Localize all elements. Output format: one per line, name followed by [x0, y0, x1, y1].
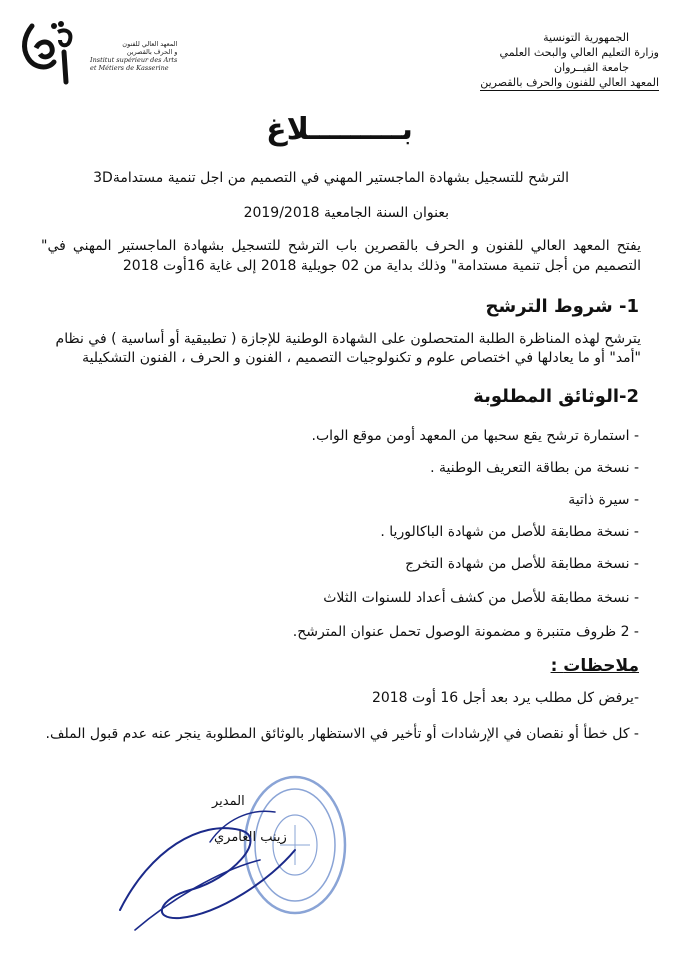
section1-heading: 1- شروط الترشح	[485, 296, 639, 317]
logo-fr-line-2: et Métiers de Kasserine	[90, 64, 169, 72]
section1-body: يترشح لهذه المناظرة الطلبة المتحصلون على الشهادة الوطنية للإجازة ( تطبيقية أو أساسية ) في نظام "أمد" أو ما يعادلها في اختصاص علوم و تكنولوجيات التصميم ، الفنون و الحرف ، الفنون التشكيلية	[55, 331, 641, 366]
logo-ar-line-1: المعهد العالي للفنون	[122, 40, 178, 48]
list-item: - سيرة ذاتية	[568, 492, 639, 508]
handwritten-signature-icon	[90, 790, 310, 940]
header-line-university: جامعة القيــروان	[554, 61, 629, 74]
section2-heading: 2-الوثائق المطلوبة	[473, 386, 639, 407]
notes-heading-colon: :	[550, 656, 564, 676]
note-item: -يرفض كل مطلب يرد بعد أجل 16 أوت 2018	[371, 690, 639, 706]
notes-heading-text: ملاحظات	[563, 656, 639, 676]
list-item: - نسخة مطابقة للأصل من كشف أعداد للسنوات الثلاث	[323, 590, 639, 606]
logo-emblem-icon	[14, 18, 84, 88]
list-item: - نسخة من بطاقة التعريف الوطنية .	[430, 460, 639, 476]
logo-text	[90, 40, 177, 72]
list-item: - 2 ظروف متنبرة و مضمونة الوصول تحمل عنوان المترشح.	[292, 624, 639, 640]
header-line-institute: المعهد العالي للفنون والحرف بالقصرين	[480, 76, 659, 89]
list-item: - نسخة مطابقة للأصل من شهادة التخرج	[405, 556, 639, 572]
note-item: - كل خطأ أو نقصان في الإرشادات أو تأخير في الاستظهار بالوثائق المطلوبة ينجر عنه عدم قبول الملف.	[45, 726, 639, 742]
header-line-ministry: وزارة التعليم العالي والبحث العلمي	[499, 46, 659, 59]
signature-title: المدير	[212, 794, 245, 809]
list-item: - نسخة مطابقة للأصل من شهادة الباكالوريا .	[380, 524, 639, 540]
logo-fr-line-1: Institut supérieur des Arts	[90, 56, 178, 64]
intro-paragraph: يفتح المعهد العالي للفنون و الحرف بالقصرين باب الترشح للتسجيل بشهادة الماجستير المهني في" التصميم من أجل تنمية مستدامة" وذلك بداية من 02 جويلية 2018 إلى غاية 16أوت 2018	[41, 238, 641, 274]
notes-heading	[551, 656, 639, 676]
logo-ar-line-2: و الحرف بالقصرين	[126, 48, 178, 56]
page-title: بـــــــــلاغ	[266, 112, 413, 147]
signature-name: زينب العامري	[214, 830, 287, 845]
ministry-header	[379, 30, 659, 91]
list-item: - استمارة ترشح يقع سحبها من المعهد أومن موقع الواب.	[311, 428, 639, 444]
academic-year: بعنوان السنة الجامعية 2019/2018	[243, 205, 449, 221]
header-line-republic: الجمهورية التونسية	[543, 31, 629, 44]
subtitle: الترشح للتسجيل بشهادة الماجستير المهني في التصميم من اجل تنمية مستدامة3D	[93, 170, 569, 186]
institute-logo	[14, 18, 178, 88]
